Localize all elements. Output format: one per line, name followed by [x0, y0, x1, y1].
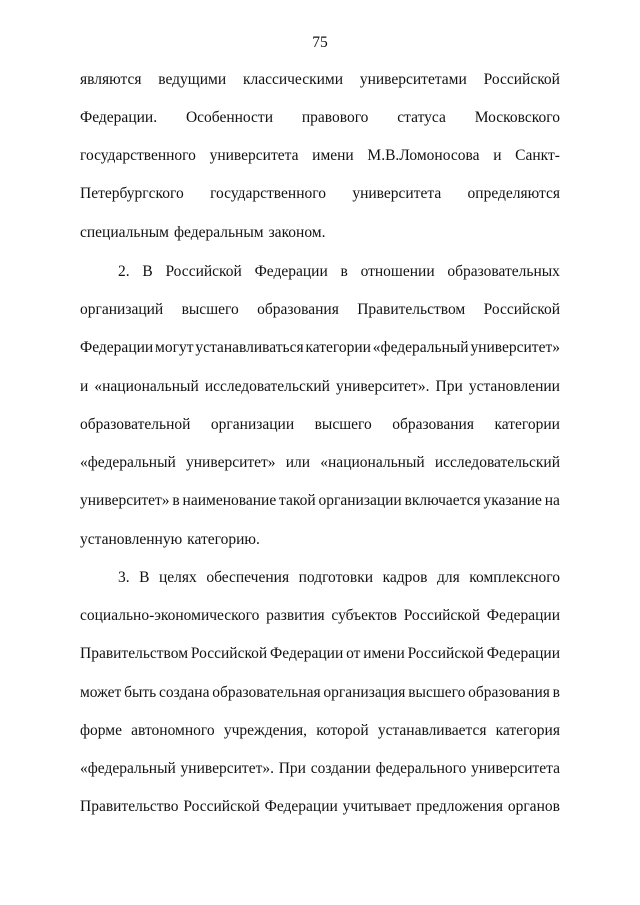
word: Петербургского: [80, 185, 184, 202]
word: классическими: [242, 71, 344, 88]
word: правового: [301, 109, 369, 126]
text-line: [118, 567, 560, 589]
word: «федеральный: [80, 454, 176, 471]
word: на: [544, 492, 560, 509]
text-line: [80, 643, 560, 665]
word: обеспечения: [206, 569, 290, 586]
word: для: [436, 569, 460, 586]
word: организация: [323, 684, 406, 701]
word: ведущими: [158, 71, 227, 88]
word: законом.: [268, 224, 326, 241]
word: органов: [507, 798, 560, 815]
word: «федеральный: [80, 760, 176, 777]
word: образовательных: [447, 263, 560, 280]
word: статуса: [397, 109, 446, 126]
word: Правительством: [357, 301, 466, 318]
word: университет».: [180, 760, 274, 777]
word: категория: [495, 722, 560, 739]
word: или: [285, 454, 311, 471]
word: и: [493, 147, 502, 164]
word: Особенности: [185, 109, 273, 126]
word: 2.: [118, 263, 130, 280]
word: создании: [310, 760, 371, 777]
word: категории: [305, 339, 371, 356]
word: указание: [483, 492, 542, 509]
word: высшего: [408, 684, 466, 701]
word: высшего: [314, 416, 372, 433]
word: федерального: [375, 760, 467, 777]
text-line: [80, 490, 560, 512]
word: установленную: [80, 531, 183, 548]
text-line: [80, 107, 560, 129]
word: Федерации: [80, 339, 154, 356]
word: М.В.Ломоносова: [367, 147, 480, 164]
word: Федерации: [486, 607, 560, 624]
word: являются: [80, 71, 142, 88]
word: устанавливаться: [195, 339, 304, 356]
word: университета: [471, 760, 560, 777]
word: категорию.: [187, 531, 260, 548]
word: быть: [124, 684, 157, 701]
word: образовательная: [212, 684, 321, 701]
word: категории: [494, 416, 560, 433]
text-line: [80, 299, 560, 321]
word: устанавливается: [377, 722, 487, 739]
word: в: [340, 263, 348, 280]
word: университет»: [80, 492, 170, 509]
word: исследовательский: [434, 454, 560, 471]
word: специальным: [80, 224, 169, 241]
word: университета: [352, 185, 442, 202]
word: образования: [257, 301, 339, 318]
word: Федерации: [264, 798, 338, 815]
word: Правительство: [80, 798, 179, 815]
word: Федерации: [254, 263, 328, 280]
word: учитывает: [342, 798, 412, 815]
word: автономного: [131, 722, 215, 739]
word: организации: [210, 416, 295, 433]
word: целях: [159, 569, 197, 586]
word: и: [80, 378, 89, 395]
word: включается: [404, 492, 481, 509]
word: наименование: [182, 492, 277, 509]
word: Федерации: [486, 645, 560, 662]
word: учреждения,: [223, 722, 308, 739]
word: развития: [266, 607, 325, 624]
word: кадров: [382, 569, 428, 586]
word: При: [435, 378, 463, 395]
word: «национальный: [320, 454, 425, 471]
word: Российской: [407, 645, 484, 662]
word: федеральным: [173, 224, 264, 241]
word: Федерации.: [80, 109, 158, 126]
word: Российской: [183, 798, 260, 815]
word: университет»: [186, 454, 276, 471]
word: организаций: [80, 301, 164, 318]
word: в: [172, 492, 180, 509]
word: которой: [316, 722, 369, 739]
word: образования: [392, 416, 474, 433]
word: Федерации: [270, 645, 344, 662]
text-line: [118, 261, 560, 283]
word: Московского: [474, 109, 560, 126]
word: высшего: [181, 301, 239, 318]
word: от: [346, 645, 361, 662]
word: «национальный: [94, 378, 199, 395]
word: форме: [80, 722, 122, 739]
word: «федеральный: [372, 339, 469, 356]
text-line: [80, 414, 560, 436]
text-line: [80, 605, 560, 627]
text-line: [80, 183, 560, 205]
word: установлении: [468, 378, 560, 395]
word: университет».: [336, 378, 430, 395]
word: образования: [468, 684, 550, 701]
text-line: [80, 682, 560, 704]
word: университета: [209, 147, 299, 164]
word: может: [80, 684, 122, 701]
word: в: [552, 684, 560, 701]
word: могут: [155, 339, 194, 356]
word: Правительством: [80, 645, 189, 662]
word: создана: [159, 684, 210, 701]
word: университет»: [470, 339, 560, 356]
word: При: [278, 760, 306, 777]
word: социально-экономического: [80, 607, 260, 624]
word: Российской: [190, 645, 268, 662]
word: В: [142, 263, 153, 280]
word: 3.: [118, 569, 130, 586]
word: исследовательский: [204, 378, 330, 395]
word: предложения: [416, 798, 503, 815]
word: Российской: [483, 71, 560, 88]
word: университетами: [359, 71, 467, 88]
word: Российской: [165, 263, 242, 280]
word: государственного: [80, 147, 196, 164]
text-line: [80, 720, 560, 742]
text-line: [80, 452, 560, 474]
word: отношении: [360, 263, 435, 280]
word: Российской: [403, 607, 481, 624]
text-line: [80, 337, 560, 359]
text-line: [80, 222, 560, 244]
word: Российской: [483, 301, 560, 318]
text-line: [80, 529, 560, 551]
word: В: [139, 569, 150, 586]
word: подготовки: [298, 569, 374, 586]
word: субъектов: [331, 607, 397, 624]
word: определяются: [467, 185, 560, 202]
word: такой: [279, 492, 316, 509]
word: образовательной: [80, 416, 191, 433]
text-line: [80, 796, 560, 818]
text-line: [80, 145, 560, 167]
word: имени: [363, 645, 405, 662]
text-line: [80, 69, 560, 91]
text-line: [80, 758, 560, 780]
page-number: 75: [312, 34, 328, 51]
word: имени: [312, 147, 354, 164]
word: государственного: [210, 185, 326, 202]
word: Санкт-: [515, 147, 560, 164]
word: комплексного: [469, 569, 560, 586]
word: организации: [318, 492, 402, 509]
text-line: [80, 376, 560, 398]
